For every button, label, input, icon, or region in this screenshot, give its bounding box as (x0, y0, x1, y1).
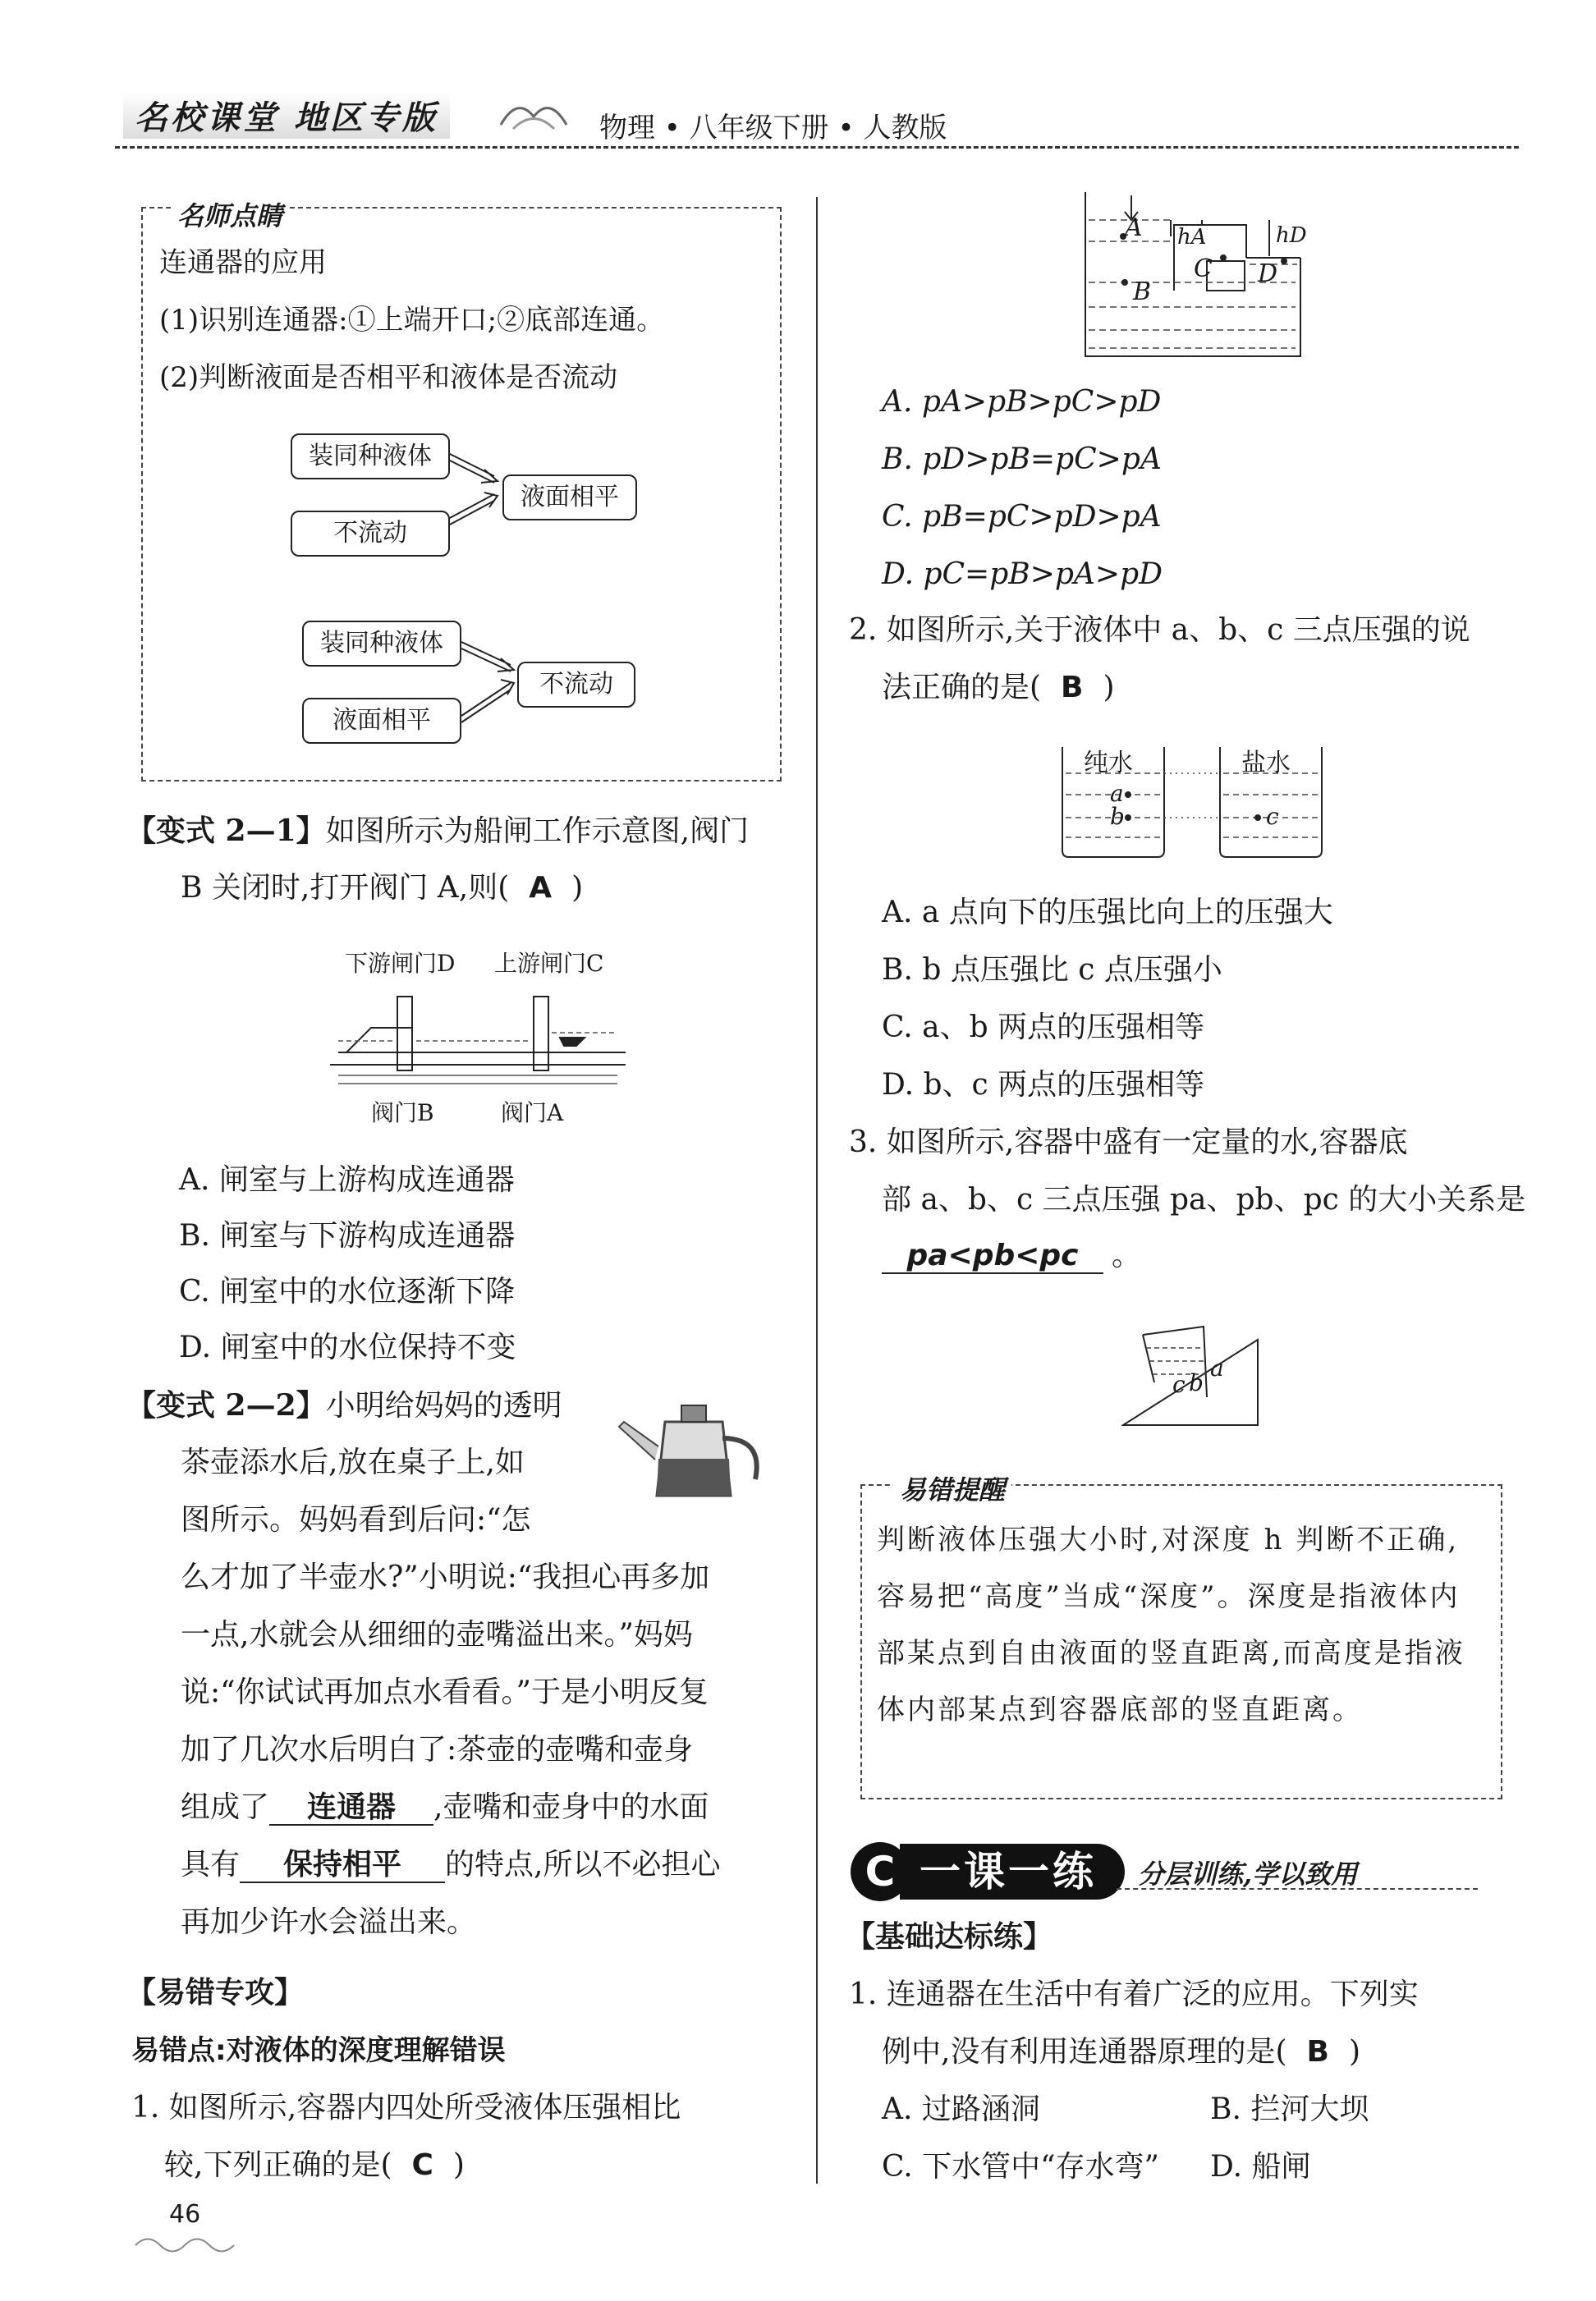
yicuo-heading: 【易错专攻】 (126, 1976, 305, 2010)
yikelian-title: 一课一练 (900, 1844, 1125, 1900)
point-d-label: D (1258, 259, 1278, 288)
footer-ornament-icon (131, 2233, 246, 2261)
tilted-container-figure (1121, 1307, 1269, 1430)
q1-option-b: B. pD>pB=pC>pA (882, 442, 1162, 476)
q3-answer-blank: pa<pb<pc (882, 1240, 1103, 1274)
teapot-image (608, 1381, 772, 1515)
valve-a-label: 阀门A (501, 1099, 564, 1126)
q3-point-b-label: b (1189, 1369, 1204, 1396)
q3-line-2: 部 a、b、c 三点压强 pa、pb、pc 的大小关系是 (882, 1183, 1526, 1217)
v21-option-b: B. 闸室与下游构成连通器 (179, 1219, 516, 1253)
flow1-input-2: 不流动 (291, 511, 450, 557)
height-ha-label: hA (1177, 225, 1207, 250)
jichu-option-d: D. 船闸 (1210, 2150, 1311, 2184)
q1-option-a: A. pA>pB>pC>pD (882, 385, 1162, 419)
flow2-input-2: 液面相平 (302, 698, 461, 744)
warning-text: 判断液体压强大小时,对深度 h 判断不正确,容易把“高度”当成“深度”。深度是指液体内部某点到自由液面的竖直距离,而高度是指液体内部某点到容器底部的竖直距离。 (877, 1524, 1465, 1726)
q2-line-1: 2. 如图所示,关于液体中 a、b、c 三点压强的说 (849, 613, 1470, 647)
q2-option-b: B. b 点压强比 c 点压强小 (882, 953, 1222, 987)
header-divider (115, 146, 1519, 149)
v22-blank-1: 连通器 (269, 1791, 433, 1826)
v22-line-7: 加了几次水后明白了:茶壶的壶嘴和壶身 (181, 1733, 694, 1767)
valve-b-label: 阀门B (371, 1099, 434, 1126)
tip-title: 名师点睛 (171, 195, 289, 233)
q2-point-b-label: b (1110, 803, 1125, 830)
q1-option-d: D. pC=pB>pA>pD (882, 557, 1163, 591)
q1-option-c: C. pB=pC>pD>pA (882, 500, 1162, 534)
tip-line-1: 连通器的应用 (159, 246, 327, 279)
water-salt-figure (1059, 739, 1330, 862)
v22-line-6: 说:“你试试再加点水看看。”于是小明反复 (181, 1675, 709, 1709)
q3-line-1: 3. 如图所示,容器中盛有一定量的水,容器底 (849, 1125, 1408, 1159)
gate-c-label: 上游闸门C (494, 950, 604, 977)
point-c-label: C (1194, 254, 1213, 283)
page-number: 46 (169, 2200, 201, 2229)
q2-point-a-label: a (1110, 780, 1124, 807)
tip-line-3: (2)判断液面是否相平和液体是否流动 (159, 361, 618, 394)
flow2-input-1: 装同种液体 (302, 621, 461, 667)
jichu-q1-line-1: 1. 连通器在生活中有着广泛的应用。下列实 (849, 1978, 1419, 2011)
yicuo-q1-line-2: 较,下列正确的是( C ) (164, 2148, 465, 2182)
v22-line-10: 再加少许水会溢出来。 (181, 1905, 477, 1939)
jichu-q1-line-2: 例中,没有利用连通器原理的是( B ) (882, 2035, 1360, 2069)
q2-line-2: 法正确的是( B ) (882, 671, 1115, 704)
q3-point-c-label: c (1172, 1371, 1186, 1398)
v21-line-2: B 关闭时,打开阀门 A,则( A ) (181, 871, 584, 905)
yikelian-badge: C (851, 1842, 910, 1901)
header-ornament-icon (493, 92, 575, 136)
yikelian-subtitle: 分层训练,学以致用 (1138, 1859, 1358, 1890)
yikelian-divider (1117, 1888, 1478, 1890)
q2-point-c-label: c (1266, 803, 1279, 830)
column-divider (816, 197, 818, 2184)
jichu-heading: 【基础达标练】 (846, 1920, 1053, 1954)
v22-line-8: 组成了 连通器 ,壶嘴和壶身中的水面 (181, 1790, 709, 1824)
v22-line-4: 么才加了半壶水?”小明说:“我担心再多加 (181, 1561, 710, 1594)
series-title: 名校课堂 地区专版 (123, 92, 450, 139)
salt-water-label: 盐水 (1241, 749, 1291, 777)
v22-blank-2: 保持相平 (240, 1849, 445, 1883)
v22-line-1: 【变式 2—2】小明给妈妈的透明 (126, 1388, 562, 1423)
flow1-output: 液面相平 (502, 474, 637, 520)
q2-option-c: C. a、b 两点的压强相等 (882, 1011, 1205, 1044)
yicuo-point: 易错点:对液体的深度理解错误 (131, 2034, 506, 2067)
depth-container-figure (1082, 192, 1307, 368)
v21-option-a: A. 闸室与上游构成连通器 (179, 1163, 515, 1197)
v22-line-3: 图所示。妈妈看到后问:“怎 (181, 1503, 531, 1537)
subject-title: 物理 • 八年级下册 • 人教版 (599, 112, 947, 144)
v22-line-5: 一点,水就会从细细的壶嘴溢出来。”妈妈 (181, 1618, 693, 1652)
gate-d-label: 下游闸门D (345, 950, 456, 977)
pure-water-label: 纯水 (1084, 749, 1133, 777)
point-b-label: B (1133, 277, 1152, 306)
q3-line-3: pa<pb<pc 。 (882, 1240, 1141, 1274)
warning-title: 易错提醒 (893, 1469, 1011, 1507)
v22-line-9: 具有 保持相平 的特点,所以不必担心 (181, 1848, 721, 1882)
flow2-output: 不流动 (517, 662, 635, 708)
v21-option-d: D. 闸室中的水位保持不变 (179, 1331, 516, 1364)
v22-line-2: 茶壶添水后,放在桌子上,如 (181, 1446, 525, 1479)
v21-option-c: C. 闸室中的水位逐渐下降 (179, 1275, 516, 1309)
v21-line-1: 【变式 2—1】如图所示为船闸工作示意图,阀门 (126, 814, 750, 848)
q2-option-a: A. a 点向下的压强比向上的压强大 (882, 896, 1333, 929)
flow1-input-1: 装同种液体 (291, 433, 450, 479)
q2-option-d: D. b、c 两点的压强相等 (882, 1068, 1205, 1102)
yicuo-q1-line-1: 1. 如图所示,容器内四处所受液体压强相比 (131, 2091, 681, 2125)
jichu-option-c: C. 下水管中“存水弯” (882, 2150, 1159, 2184)
tip-line-2: (1)识别连通器:①上端开口;②底部连通。 (159, 304, 665, 337)
height-hd-label: hD (1276, 223, 1307, 248)
point-a-label: A (1125, 213, 1143, 242)
jichu-option-a: A. 过路涵洞 (882, 2092, 1040, 2126)
q3-point-a-label: a (1210, 1354, 1224, 1382)
jichu-option-b: B. 拦河大坝 (1210, 2092, 1369, 2126)
